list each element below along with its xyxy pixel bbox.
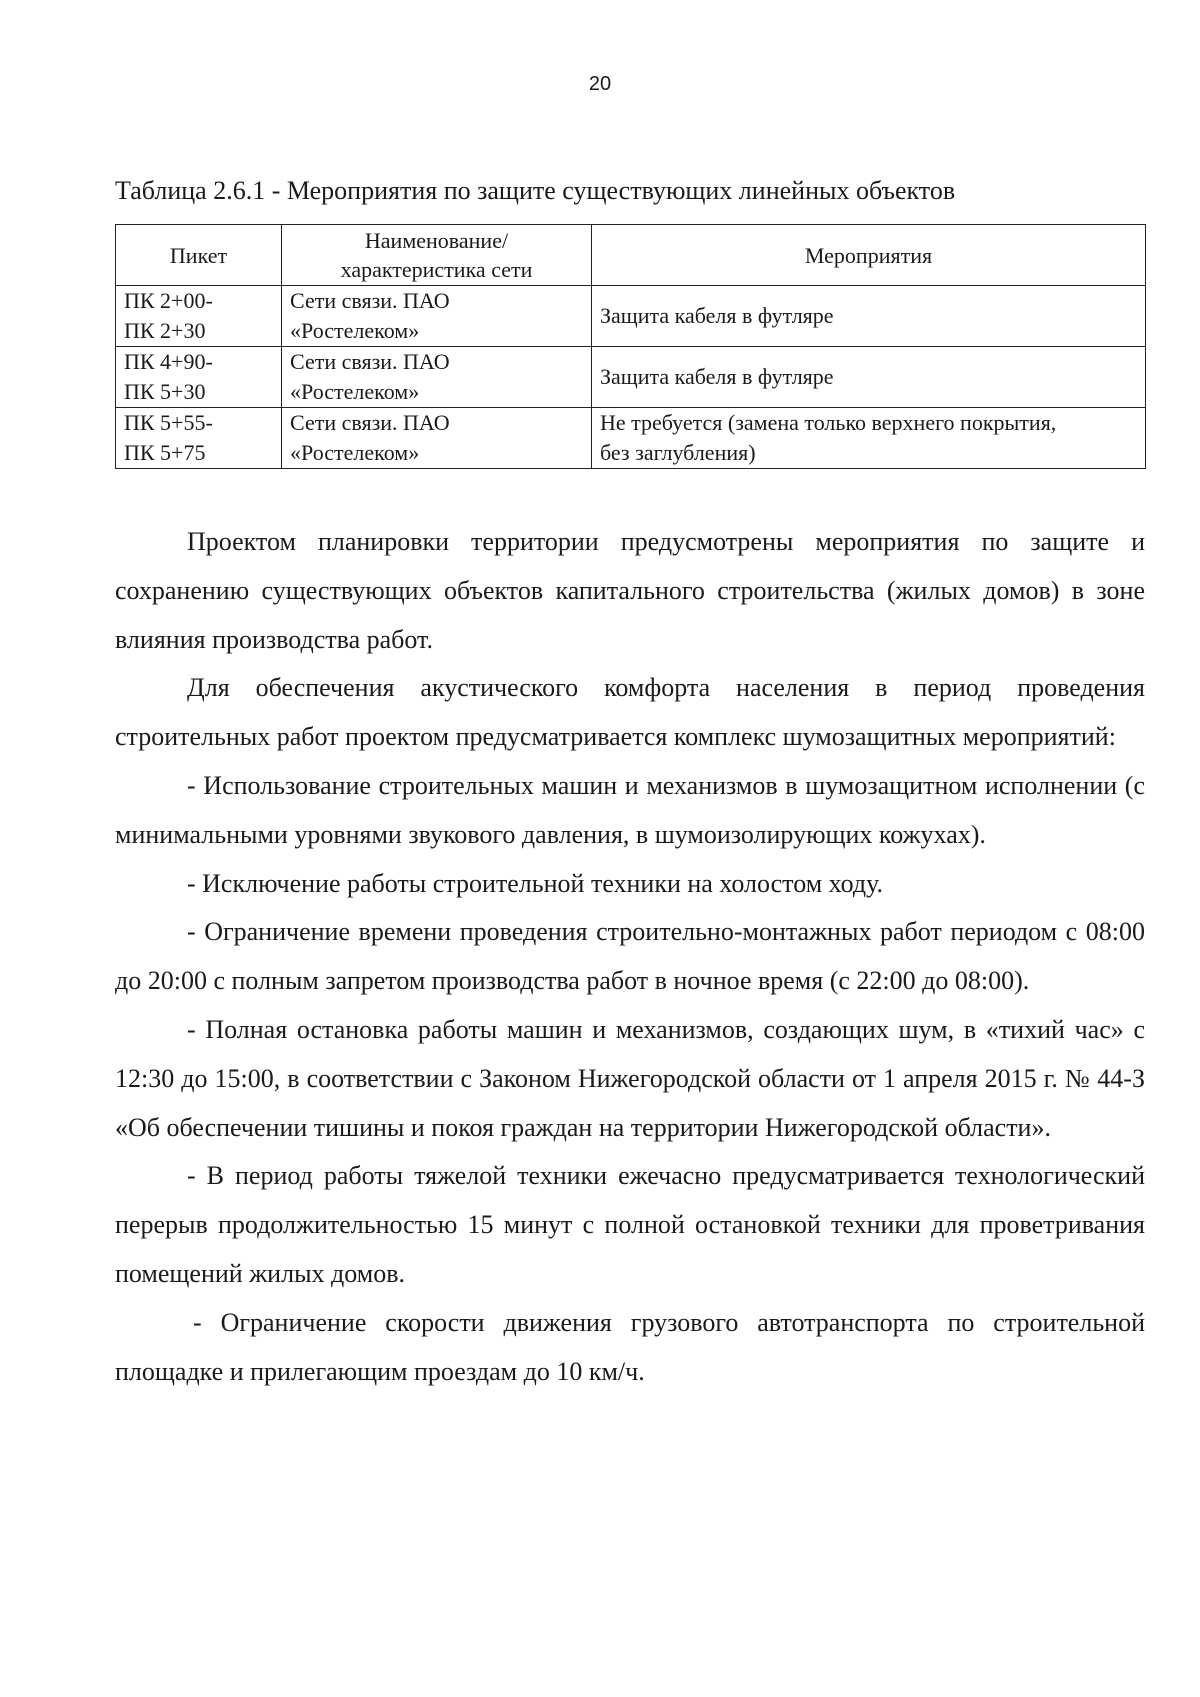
header-network bbox=[282, 225, 592, 286]
table-row bbox=[116, 347, 1146, 408]
measure-line: Защита кабеля в футляре bbox=[600, 364, 834, 389]
network-line: Сети связи. ПАО bbox=[290, 288, 450, 313]
header-measures: Мероприятия bbox=[592, 225, 1146, 286]
picket-line: ПК 5+30 bbox=[124, 379, 206, 404]
picket-line: ПК 2+00- bbox=[124, 288, 213, 313]
cell-measure bbox=[592, 408, 1146, 469]
network-line: Сети связи. ПАО bbox=[290, 349, 450, 374]
cell-network bbox=[282, 347, 592, 408]
table-row bbox=[116, 286, 1146, 347]
cell-network bbox=[282, 408, 592, 469]
picket-line: ПК 4+90- bbox=[124, 349, 213, 374]
table-caption: Таблица 2.6.1 - Мероприятия по защите существующих линейных объектов bbox=[115, 176, 956, 205]
picket-line: ПК 5+75 bbox=[124, 440, 206, 465]
measure-line: Защита кабеля в футляре bbox=[600, 303, 834, 328]
cell-measure bbox=[592, 286, 1146, 347]
body-paragraph: - Ограничение времени проведения строительно-монтажных работ периодом с 08:00 до 20:00 с полным запретом производства работ в ночное время (с 22:00 до 08:00). bbox=[115, 917, 1145, 996]
table-row bbox=[116, 408, 1146, 469]
body-text bbox=[115, 518, 1145, 1396]
measure-line: без заглубления) bbox=[600, 440, 756, 465]
cell-measure bbox=[592, 347, 1146, 408]
cell-network bbox=[282, 286, 592, 347]
measure-line: Не требуется (замена только верхнего покрытия, bbox=[600, 410, 1057, 435]
body-paragraph: - Использование строительных машин и механизмов в шумозащитном исполнении (с минимальными уровнями звукового давления, в шумоизолирующих кожухах). bbox=[115, 770, 1145, 849]
header-network-line: Наименование/ bbox=[364, 228, 509, 253]
body-paragraph: - В период работы тяжелой техники ежечасно предусматривается технологический перерыв продолжительностью 15 минут с полной остановкой техники для проветривания помещений жилых домов. bbox=[115, 1161, 1145, 1288]
network-line: «Ростелеком» bbox=[290, 379, 420, 404]
header-network-line: характеристика сети bbox=[340, 257, 533, 282]
cell-picket bbox=[116, 286, 282, 347]
table-header-row bbox=[116, 225, 1146, 286]
measures-table bbox=[115, 224, 1146, 469]
picket-line: ПК 5+55- bbox=[124, 410, 213, 435]
network-line: Сети связи. ПАО bbox=[290, 410, 450, 435]
page-number: 20 bbox=[588, 73, 612, 95]
network-line: «Ростелеком» bbox=[290, 318, 420, 343]
picket-line: ПК 2+30 bbox=[124, 318, 206, 343]
body-paragraph: - Полная остановка работы машин и механизмов, создающих шум, в «тихий час» с 12:30 до 15:00, в соответствии с Законом Нижегородской области от 1 апреля 2015 г. № 44-З «Об обеспечении тишины и покоя граждан на территории Нижегородской области». bbox=[115, 1014, 1145, 1142]
body-paragraph: Проектом планировки территории предусмотрены мероприятия по защите и сохранению существующих объектов капитального строительства (жилых домов) в зоне влияния производства работ. bbox=[115, 527, 1145, 654]
body-paragraph: - Ограничение скорости движения грузового автотранспорта по строительной площадке и прилегающим проездам до 10 км/ч. bbox=[115, 1307, 1145, 1386]
network-line: «Ростелеком» bbox=[290, 440, 420, 465]
cell-picket bbox=[116, 347, 282, 408]
body-paragraph: Для обеспечения акустического комфорта населения в период проведения строительных работ проектом предусматривается комплекс шумозащитных мероприятий: bbox=[115, 673, 1145, 752]
cell-picket bbox=[116, 408, 282, 469]
body-paragraph: - Исключение работы строительной техники на холостом ходу. bbox=[187, 868, 884, 898]
header-picket: Пикет bbox=[116, 225, 282, 286]
